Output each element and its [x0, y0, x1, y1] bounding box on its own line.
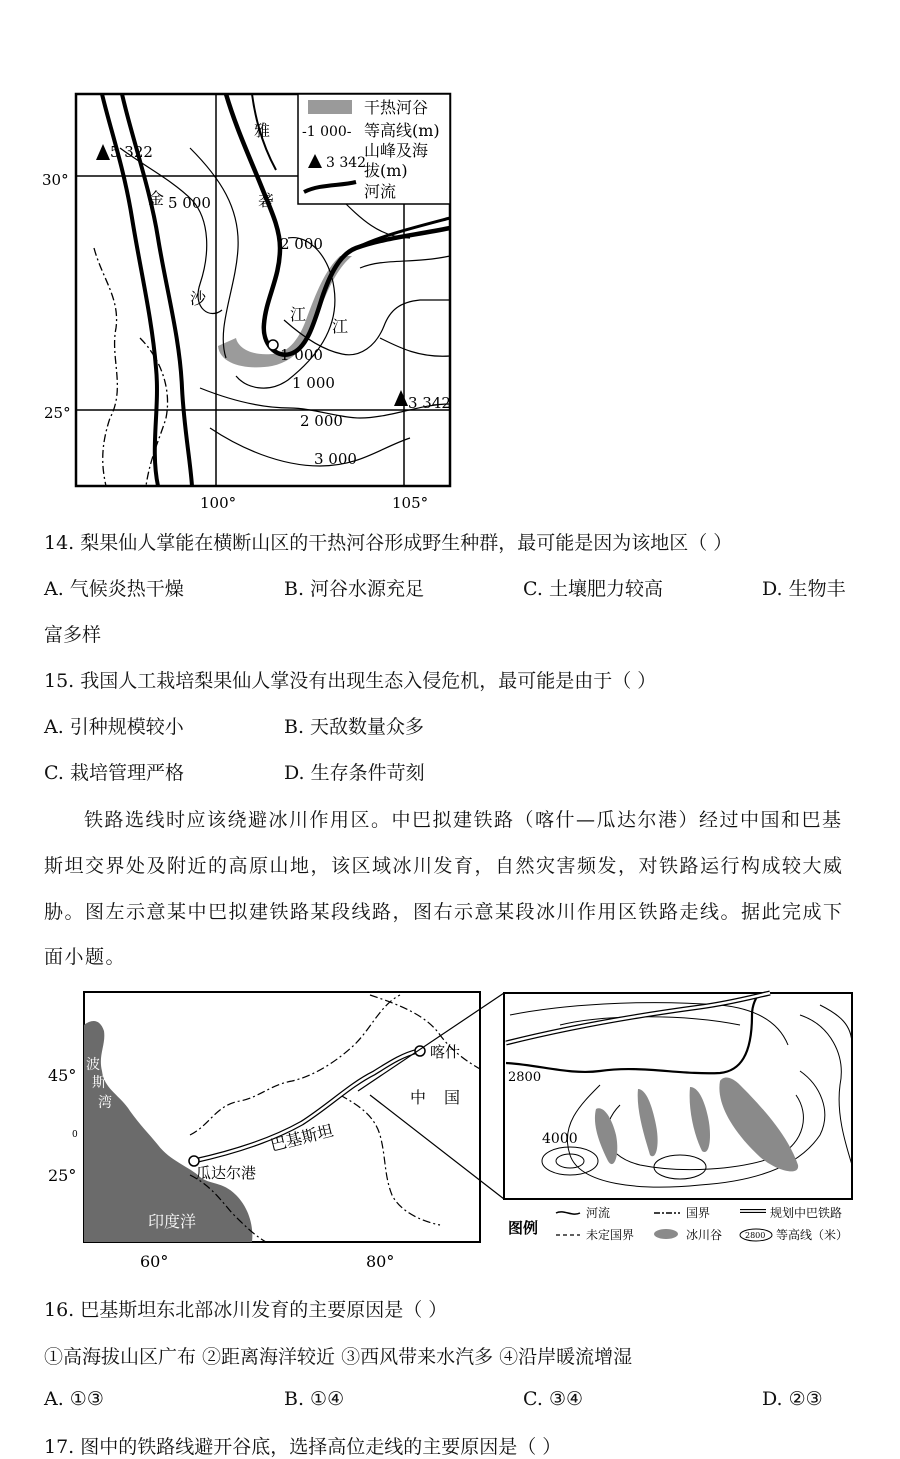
peak-icon-1: [96, 144, 110, 160]
lon-105-label: 105°: [392, 494, 429, 512]
q16-option-c[interactable]: C. ③④: [523, 1388, 584, 1410]
legend2-river-label: 河流: [586, 1206, 611, 1220]
river-char-ya: 雅: [254, 121, 271, 140]
legend-river-label: 河流: [364, 182, 397, 201]
legend2-title: 图例: [508, 1219, 539, 1237]
inset-contour-2800: 2800: [508, 1070, 542, 1085]
lon-60-label: 60°: [140, 1252, 169, 1271]
q16-stem: 16. 巴基斯坦东北部冰川发育的主要原因是（ ）: [44, 1299, 448, 1321]
q15-option-d[interactable]: D. 生存条件苛刻: [284, 762, 425, 784]
legend2-contour-sample: 2800: [745, 1231, 766, 1240]
contour-label-2000-a: 2 000: [280, 235, 323, 253]
right-map-frame: [504, 993, 852, 1199]
map-china-pakistan-railway: [40, 985, 860, 1275]
river-char-long: 砻: [258, 191, 275, 210]
peak-label-1: 5 322: [110, 143, 153, 161]
legend2-river-icon: [556, 1212, 580, 1214]
legend2-railway-label: 规划中巴铁路: [770, 1206, 843, 1220]
passage-line-1: 铁路选线时应该绕避冰川作用区。中巴拟建铁路（喀什—瓜达尔港）经过中国和巴基: [84, 809, 843, 831]
q14-stem: 14. 梨果仙人掌能在横断山区的干热河谷形成野生种群，最可能是因为该地区（ ）: [44, 532, 733, 554]
map-hengduan: [40, 88, 460, 518]
q16-option-a[interactable]: A. ①③: [44, 1388, 104, 1410]
place-gulf-2: 斯: [92, 1075, 106, 1091]
contour-label-1000-b: 1 000: [292, 374, 335, 392]
q14-option-d-continued: 富多样: [44, 624, 102, 646]
legend2-undefined-label: 未定国界: [586, 1228, 635, 1242]
lat-45-label: 45°: [48, 1066, 77, 1085]
lat-25-label-2: 25°: [48, 1166, 77, 1185]
q15-option-b[interactable]: B. 天敌数量众多: [284, 716, 425, 738]
passage-line-3: 胁。图左示意某中巴拟建铁路某段线路，图右示意某段冰川作用区铁路走线。据此完成下: [44, 901, 844, 923]
q16-statements: ①高海拔山区广布 ②距离海洋较近 ③西风带来水汽多 ④沿岸暖流增湿: [44, 1346, 633, 1368]
place-gulf-1: 波: [86, 1057, 100, 1073]
legend-contour-label: 等高线(m): [364, 121, 440, 140]
lat-small-label: 0: [72, 1130, 78, 1140]
inset-contour-4000: 4000: [542, 1131, 578, 1147]
q14-option-b[interactable]: B. 河谷水源充足: [284, 578, 425, 600]
legend-peak-sample: 3 342: [326, 155, 367, 171]
contour-label-2000-b: 2 000: [300, 412, 343, 430]
river-char-jiang-1: 江: [290, 305, 307, 324]
legend2-glacier-icon: [654, 1229, 678, 1239]
border-line: [94, 248, 117, 486]
valley-point: [268, 340, 278, 350]
place-indian-ocean: 印度洋: [148, 1212, 197, 1231]
q16-option-d[interactable]: D. ②③: [762, 1388, 823, 1410]
place-gulf-3: 湾: [98, 1095, 112, 1111]
q15-option-a[interactable]: A. 引种规模较小: [44, 716, 184, 738]
legend-dry-valley-label: 干热河谷: [364, 98, 429, 117]
legend2-glacier-label: 冰川谷: [686, 1228, 723, 1242]
q14-option-d[interactable]: D. 生物丰: [762, 578, 846, 600]
place-china-1: 中: [410, 1088, 427, 1107]
q17-stem: 17. 图中的铁路线避开谷底，选择高位走线的主要原因是（ ）: [44, 1436, 562, 1458]
legend-contour-sample: -1 000-: [302, 124, 352, 140]
passage-line-2: 斯坦交界处及附近的高原山地，该区域冰川发育，自然灾害频发，对铁路运行构成较大威: [44, 855, 844, 877]
contour-label-3000: 3 000: [314, 450, 357, 468]
place-china-2: 国: [444, 1088, 461, 1107]
place-kashgar: 喀什: [430, 1043, 461, 1061]
river-char-sha: 沙: [190, 289, 207, 308]
passage-line-4: 面小题。: [44, 946, 127, 968]
q16-option-b[interactable]: B. ①④: [284, 1388, 345, 1410]
q14-option-c[interactable]: C. 土壤肥力较高: [523, 578, 663, 600]
river-char-jin: 金: [148, 189, 165, 208]
legend2-border-label: 国界: [686, 1206, 711, 1220]
legend2-contour-label: 等高线（米）: [776, 1228, 849, 1242]
peak-icon-2: [394, 390, 408, 406]
q15-option-c[interactable]: C. 栽培管理严格: [44, 762, 184, 784]
contour-label-5000: 5 000: [168, 194, 211, 212]
q15-stem: 15. 我国人工栽培梨果仙人掌没有出现生态入侵危机，最可能是由于（ ）: [44, 670, 657, 692]
lat-25-label: 25°: [44, 404, 71, 422]
legend-peak-label-2: 拔(m): [364, 161, 408, 180]
contour-label-1000-a: 1 000: [280, 346, 323, 364]
q14-option-a[interactable]: A. 气候炎热干燥: [44, 578, 184, 600]
place-pakistan: 巴基斯坦: [268, 1120, 336, 1155]
lon-100-label: 100°: [200, 494, 237, 512]
place-gwadar: 瓜达尔港: [196, 1164, 257, 1182]
legend-dry-valley-swatch: [308, 100, 352, 114]
river-char-jiang-2: 江: [332, 317, 349, 336]
lon-80-label: 80°: [366, 1252, 395, 1271]
legend-peak-label-1: 山峰及海: [364, 141, 429, 160]
lat-30-label: 30°: [42, 171, 69, 189]
peak-label-2: 3 342: [408, 394, 451, 412]
